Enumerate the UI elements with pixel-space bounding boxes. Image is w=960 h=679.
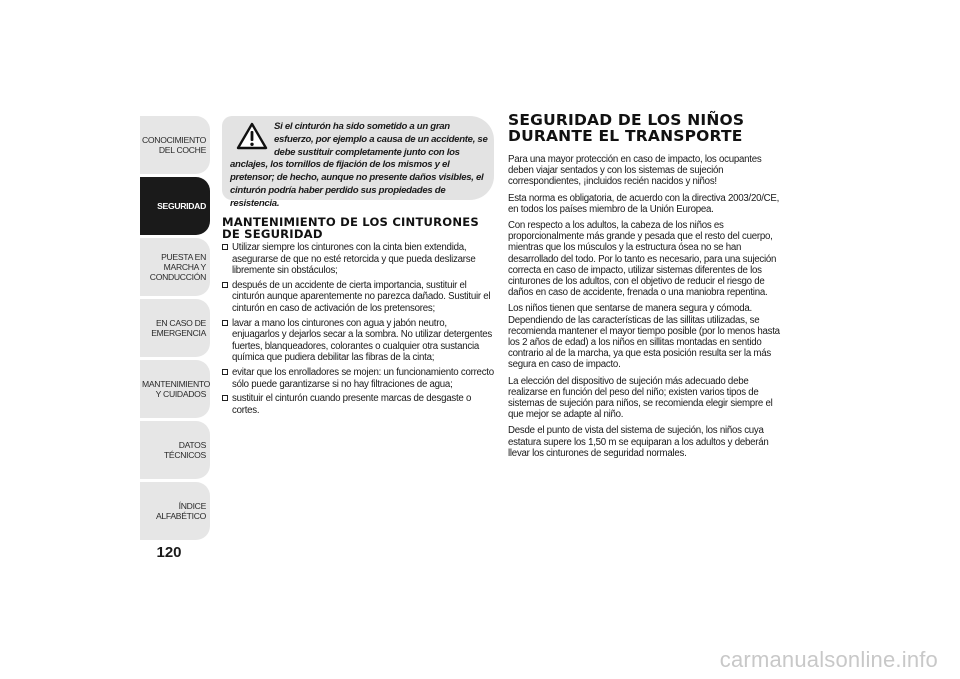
paragraph: Esta norma es obligatoria, de acuerdo con la directiva 2003/20/CE, en todos los países miembro de la Unión Europea. xyxy=(508,192,780,215)
tab-label: MANTENIMIENTO Y CUIDADOS xyxy=(142,379,211,399)
list-item: evitar que los enrolladores se mojen: un funcionamiento correcto sólo puede garantizarse si no hay filtraciones de agua; xyxy=(222,367,496,390)
paragraph: Los niños tienen que sentarse de manera segura y cómoda. Dependiendo de las características de las sillitas utilizadas, se recomienda mantener el mayor tiempo posible (por lo menos hasta los 2 años de edad) a los niños en sillitas montadas en sentido contrario al de la marcha, ya que esta posición resulta ser la más segura en caso de impacto. xyxy=(508,303,780,371)
checkbox-bullet-icon xyxy=(222,369,228,375)
tab-label: DATOS TÉCNICOS xyxy=(163,440,206,460)
chapter-tabs xyxy=(140,116,210,543)
tab-label: CONOCIMIENTO DEL COCHE xyxy=(142,135,207,155)
warning-box xyxy=(222,116,494,209)
tab-label: SEGURIDAD xyxy=(157,201,206,211)
section-title-mantenimiento: MANTENIMIENTO DE LOS CINTURONES DE SEGURIDAD xyxy=(222,215,479,241)
tab-en-caso-de-emergencia[interactable] xyxy=(140,299,210,357)
paragraph: La elección del dispositivo de sujeción más adecuado debe realizarse en función del peso del niño; existen varios tipos de sistemas de sujeción para niños, se recomienda elegir siempre el que mejor se adapte al niño. xyxy=(508,375,773,421)
list-item: después de un accidente de cierta importancia, sustituir el cinturón aunque aparentemente no parezca dañado. Sustituir el cinturón en caso de activación de los pretensores; xyxy=(222,280,496,315)
tab-datos-tecnicos[interactable] xyxy=(140,421,210,479)
maintenance-list xyxy=(222,242,496,419)
checkbox-bullet-icon xyxy=(222,282,228,288)
tab-label: EN CASO DE EMERGENCIA xyxy=(151,318,206,338)
tab-conocimiento-del-coche[interactable] xyxy=(140,116,210,174)
checkbox-bullet-icon xyxy=(222,395,228,401)
paragraph: Desde el punto de vista del sistema de sujeción, los niños cuya estatura supere los 1,50 m se equiparan a los adultos y deberán llevar los cinturones de seguridad normales. xyxy=(508,425,769,459)
tab-label: ÍNDICE ALFABÉTICO xyxy=(155,501,206,521)
tab-indice-alfabetico[interactable] xyxy=(140,482,210,540)
section-title-seguridad-ninos: SEGURIDAD DE LOS NIÑOS DURANTE EL TRANSPORTE xyxy=(508,111,745,145)
checkbox-bullet-icon xyxy=(222,244,228,250)
paragraph: Con respecto a los adultos, la cabeza de los niños es proporcionalmente más grande y pesada que el resto del cuerpo, mientras que los músculos y la estructura ósea no se han desarrollado del todo. Por lo tanto es necesario, para una sujeción correcta en caso de impacto, utilizar sistemas diferentes de los cinturones de los adultos, con el objetivo de reducir el riesgo de daños en caso de accidente, frenada o una maniobra repentina. xyxy=(508,220,777,299)
paragraph: Para una mayor protección en caso de impacto, los ocupantes deben viajar sentados y con los sistemas de sujeción correspondientes, ¡incluidos recién nacidos y niños! xyxy=(508,154,762,188)
list-item: lavar a mano los cinturones con agua y jabón neutro, enjuagarlos y dejarlos secar a la sombra. No utilizar detergentes fuertes, blanqueadores, colorantes o cualquier otra sustancia química que pudiera debilitar las fibras de la cinta; xyxy=(222,318,496,364)
tab-label: PUESTA EN MARCHA Y CONDUCCIÓN xyxy=(149,252,206,282)
tab-puesta-en-marcha[interactable] xyxy=(140,238,210,296)
site-watermark: carmanualsonline.info xyxy=(719,647,938,672)
tab-mantenimiento-y-cuidados[interactable] xyxy=(140,360,210,418)
tab-seguridad[interactable] xyxy=(140,177,210,235)
warning-text: Si el cinturón ha sido sometido a un gran esfuerzo, por ejemplo a causa de un accidente, se debe sustituir completamente junto con los anclajes, los tornillos de fijación de los mismos y el pretensor; de hecho, aunque no presente daños visibles, el cinturón podría haber perdido sus propiedades de resistencia. xyxy=(230,121,488,209)
list-item: Utilizar siempre los cinturones con la cinta bien extendida, asegurarse de que no esté retorcida y que pueda deslizarse libremente sin obstáculos; xyxy=(222,242,496,277)
checkbox-bullet-icon xyxy=(222,320,228,326)
page-number: 120 xyxy=(156,544,182,561)
list-item: sustituir el cinturón cuando presente marcas de desgaste o cortes. xyxy=(222,393,496,416)
child-safety-body xyxy=(508,154,786,464)
